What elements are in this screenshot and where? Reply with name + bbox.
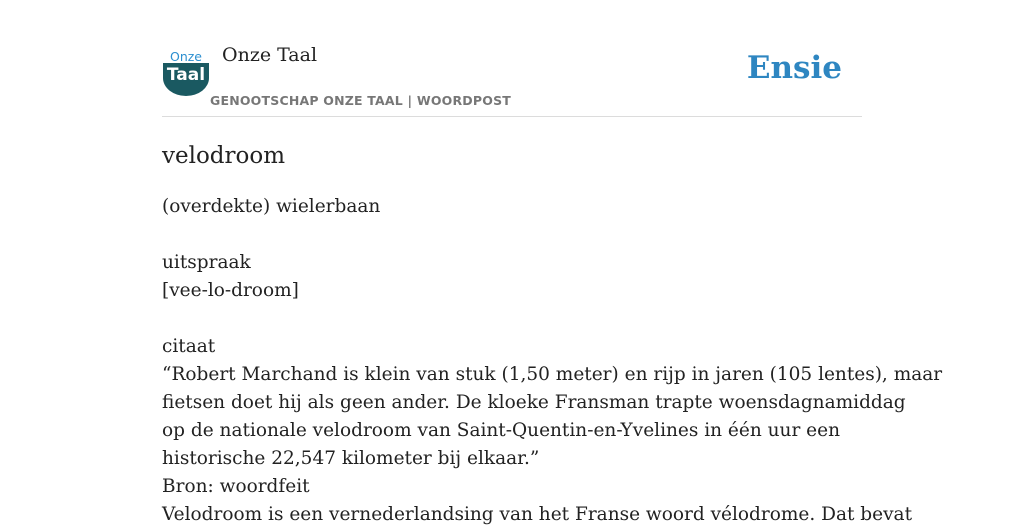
pronunciation-label: uitspraak: [162, 252, 251, 273]
logo-text-bottom: Taal: [166, 65, 206, 85]
quote-line: fietsen doet hij als geen ander. De kloeke Fransman trapte woensdagnamiddag: [162, 392, 906, 413]
logo-text-top: Onze: [169, 49, 203, 64]
entry-definition: (overdekte) wielerbaan: [162, 196, 381, 217]
onze-taal-logo[interactable]: [162, 50, 210, 96]
content-container: [162, 0, 943, 529]
ensie-brand-link[interactable]: Ensie: [746, 50, 842, 86]
etymology-line: Velodroom is een vernederlandsing van het Franse woord vélodrome. Dat bevat: [162, 504, 913, 525]
quote-line: op de nationale velodroom van Saint-Quentin-en-Yvelines in één uur een: [162, 420, 840, 441]
spacer: [162, 221, 862, 249]
site-header: [162, 0, 862, 117]
pronunciation-value: [vee-lo-droom]: [162, 280, 299, 301]
quote-line: historische 22,547 kilometer bij elkaar.”: [162, 448, 540, 469]
dictionary-entry: [162, 141, 943, 529]
site-subtitle: GENOOTSCHAP ONZE TAAL | WOORDPOST: [210, 93, 512, 108]
quote-label: citaat: [162, 336, 216, 357]
site-name-link[interactable]: Onze Taal: [222, 44, 318, 66]
entry-body: [162, 193, 943, 529]
quote-line: “Robert Marchand is klein van stuk (1,50 meter) en rijp in jaren (105 lentes), maar: [162, 364, 943, 385]
quote-source: Bron: woordfeit: [162, 476, 310, 497]
spacer: [162, 305, 862, 333]
entry-title: velodroom: [162, 143, 286, 169]
